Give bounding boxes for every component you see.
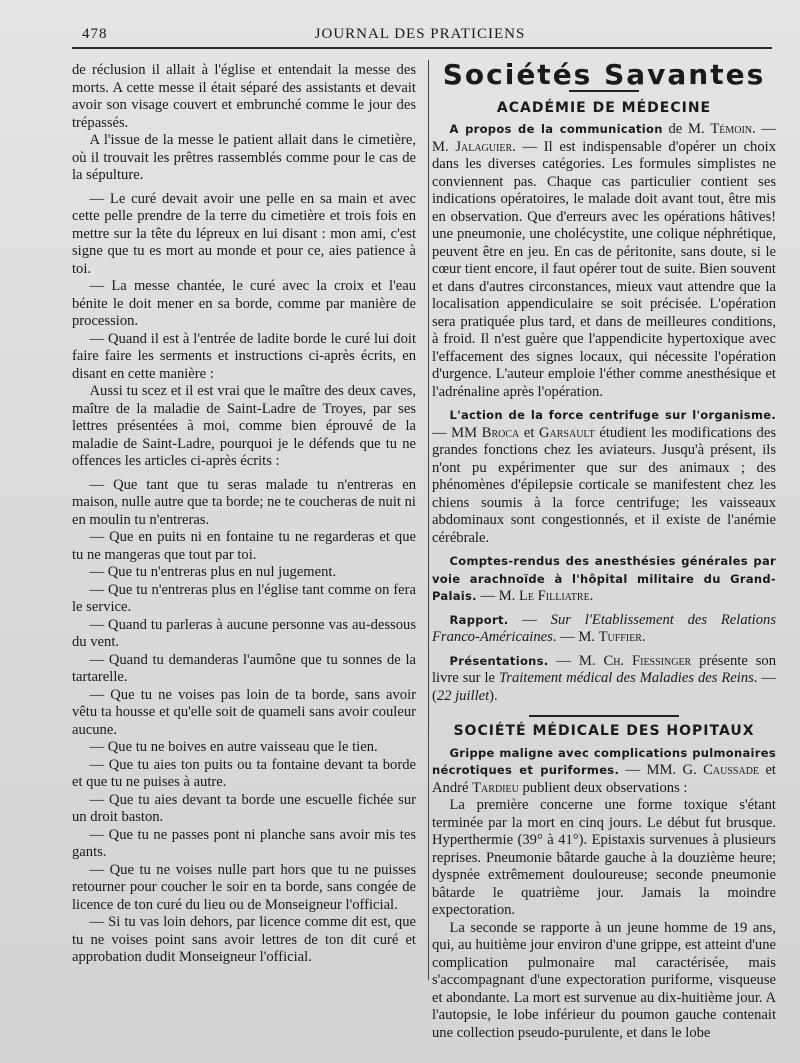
paragraph: — Quand il est à l'entrée de ladite borde le curé lui doit faire faire les serments et instructions ci-après écrits, en disant en cette manière : xyxy=(72,330,416,382)
journal-title: JOURNAL DES PRATICIENS xyxy=(314,26,526,42)
entry-lead: Grippe maligne avec complications pulmonaires nécrotiques et puriformes. xyxy=(432,745,776,777)
academy-entry: A propos de la communication de M. Témoin. — M. Jalaguier. — Il est indispensable d'opérer un choix dans les diverses catégories. Les formules simplistes ne conviennent pas. Chaque cas particulier contient ses indications opératoires, le malade doit avant tout, être mis en observation. Que d'erreurs avec les opérations hâtives! une pneumonie, une cholécystite, une colique néphrétique, peuvent être en jeu. En cas de péritonite, sans doute, si le cœur tient encore, il faut opérer tout de suite. Bien souvent et dans d'autres circonstances, mieux vaut attendre que la localisation appendiculaire se soit précisée. L'opération sera pratiquée plus tard, et dans de meilleures conditions, à froid. Il n'est guère que l'appendicite hypertoxique avec l'effacement des signes locaux, qui nécessite l'opération d'urgence. L'auteur emploie l'éther comme anesthésique et l'adrénaline après l'opération. xyxy=(432,121,777,400)
left-column xyxy=(72,62,416,967)
running-header xyxy=(72,20,768,44)
academy-entry: Présentations. — M. Ch. Fiessinger présente son livre sur le Traitement médical des Maladies des Reins. — (22 juillet). xyxy=(432,652,776,704)
author-name: Tardieu xyxy=(472,779,519,796)
paragraph: de réclusion il allait à l'église et entendait la messe des morts. A cette messe il était séparé des assistants et devait avoir son visage couvert et embrunché comme le jour des trépassés. xyxy=(72,62,416,131)
paragraph: — La messe chantée, le curé avec la croix et l'eau bénite le doit mener en sa borde, comme par manière de procession. xyxy=(72,278,416,329)
article: — Que tu ne passes pont ni planche sans avoir mis tes gants. xyxy=(72,826,416,860)
page-number: 478 xyxy=(82,26,108,42)
article: — Que tu n'entreras plus en nul jugement. xyxy=(89,564,337,580)
author-name: Témoin xyxy=(710,121,753,137)
society-heading: SOCIÉTÉ MÉDICALE DES HOPITAUX xyxy=(453,723,755,739)
entry-lead: L'action de la force centrifuge sur l'organisme. xyxy=(449,408,776,422)
author-name: Caussade xyxy=(703,762,760,778)
entry-lead: A propos de la communication xyxy=(449,122,663,136)
article: — Si tu vas loin dehors, par licence comme dit est, que tu ne voises point sans avoir lettres de ton dit curé et approbation dudit Monseigneur l'official. xyxy=(72,914,416,965)
header-rule xyxy=(72,47,772,49)
article: — Que tant que tu seras malade tu n'entreras en maison, nulle autre que ta borde; ne te coucheras de nuit ni en moulin tu n'entreras. xyxy=(72,476,416,528)
article: — Que tu n'entreras plus en l'église tant comme on fera le service. xyxy=(72,581,416,615)
academy-heading: ACADÉMIE DE MÉDECINE xyxy=(496,99,712,116)
paragraph: La première concerne une forme toxique s'étant terminée par la mort en cinq jours. Le début fut brusque. Hyperthermie (39° à 41°). Epistaxis survenues à plusieurs reprises. Pneumonie bâtarde gauche à la douzième heure; dyspnée extrêmement douloureuse; seconde pneumonie bâtarde le quatrième jour. Jamais la moindre expectoration. xyxy=(432,797,776,918)
article: — Quand tu parleras à aucune personne vas au-dessous du vent. xyxy=(72,616,416,650)
paragraph: La seconde se rapporte à un jeune homme de 19 ans, qui, au huitième jour environ d'une grippe, est atteint d'une complication pulmonaire mal caractérisée, mais s'accompagnant d'une expectoration puriforme, visqueuse et abondante. La mort est survenue au dix-huitième jour. A l'autopsie, le lobe inférieur du poumon gauche contenait une collection pseudo-purulente, et dans le lobe xyxy=(432,919,776,1041)
article: — Que tu ne boives en autre vaisseau que le tien. xyxy=(89,739,378,755)
paragraph: A l'issue de la messe le patient allait dans le cimetière, où il trouvait les prêtres rassemblés comme pour le cas de la sépulture. xyxy=(72,132,416,183)
academy-entry: L'action de la force centrifuge sur l'organisme. — MM Broca et Garsault étudient les modifications des grandes fonctions chez les aviateurs. Jusqu'à présent, ils n'ont pu expérimenter que sur des animaux ; des phénomènes d'épilepsie corticale se manifestent chez les chiens soumis à la force centrifuge; les vaisseaux abdominaux sont congestionnés, et il existe de l'anémie cérébrale. xyxy=(432,408,777,546)
author-name: Garsault xyxy=(539,424,595,441)
article: — Que tu ne voises nulle part hors que tu ne puisses retourner pour coucher le soir en ta borde, sans congée de licence de ton curé du lieu ou de Monseigneur l'official. xyxy=(72,861,416,913)
academy-entry: Comptes-rendus des anesthésies générales par voie arachnoïde à l'hôpital militaire du Grand-Palais. — M. Le Filliatre. xyxy=(432,554,776,604)
society-entry: Grippe maligne avec complications pulmonaires nécrotiques et puriformes. — MM. G. Caussade et André Tardieu publient deux observations : xyxy=(432,745,776,796)
entry-lead: Comptes-rendus des anesthésies générales par voie arachnoïde à l'hôpital militaire du Grand-Palais. xyxy=(432,554,776,603)
column-divider xyxy=(428,60,429,980)
author-name: Le Filliatre xyxy=(519,588,590,604)
report-title: Sur l'Etablissement des Relations Franco-Américaines xyxy=(432,611,776,645)
author-name: Ch. Fiessinger xyxy=(603,652,692,669)
entry-lead: Présentations. xyxy=(449,653,549,668)
book-title: Traitement médical des Maladies des Reins xyxy=(498,670,754,686)
article: — Quand tu demanderas l'aumône que tu sonnes de la tartarelle. xyxy=(72,651,416,685)
right-column xyxy=(432,58,777,1042)
paragraph: — Le curé devait avoir une pelle en sa main et avec cette pelle prendre de la terre du cimetière et trois fois en mettre sur la tête du lépreux en lui disant : mon ami, c'est signe que tu es mort au monde et pour ce, aies patience à toi. xyxy=(72,190,416,277)
article: — Que tu aies devant ta borde une escuelle fichée sur un droit baston. xyxy=(72,791,416,825)
academy-entry: Rapport. — Sur l'Etablissement des Relations Franco-Américaines. — M. Tuffier. xyxy=(432,611,776,645)
session-date: 22 juillet xyxy=(436,687,490,704)
paragraph: Aussi tu scez et il est vrai que le maître des deux caves, maître de la maladie de Saint-Ladre de Troyes, par ses lettres présentées à moi, comme bien éprouvé de la maladie de Saint-Ladre, pourquoi je le défends que tu ne offences les articles ci-après écrits : xyxy=(72,383,416,469)
section-title: Sociétés Savantes xyxy=(442,58,766,91)
author-name: Tuffier xyxy=(598,629,642,645)
author-name: Jalaguier xyxy=(455,138,513,155)
article: — Que en puits ni en fontaine tu ne regarderas et que tu ne mangeras que tout par toi. xyxy=(72,529,416,563)
entry-lead: Rapport. xyxy=(449,612,509,627)
article: — Que tu aies ton puits ou ta fontaine devant ta borde et que tu ne puises à autre. xyxy=(72,756,416,790)
article: — Que tu ne voises pas loin de ta borde, sans avoir vêtu ta housse et qu'elle soit de quameli sans avoir couleur aucune. xyxy=(72,686,416,738)
author-name: Broca xyxy=(481,424,520,441)
section-separator xyxy=(529,715,679,717)
